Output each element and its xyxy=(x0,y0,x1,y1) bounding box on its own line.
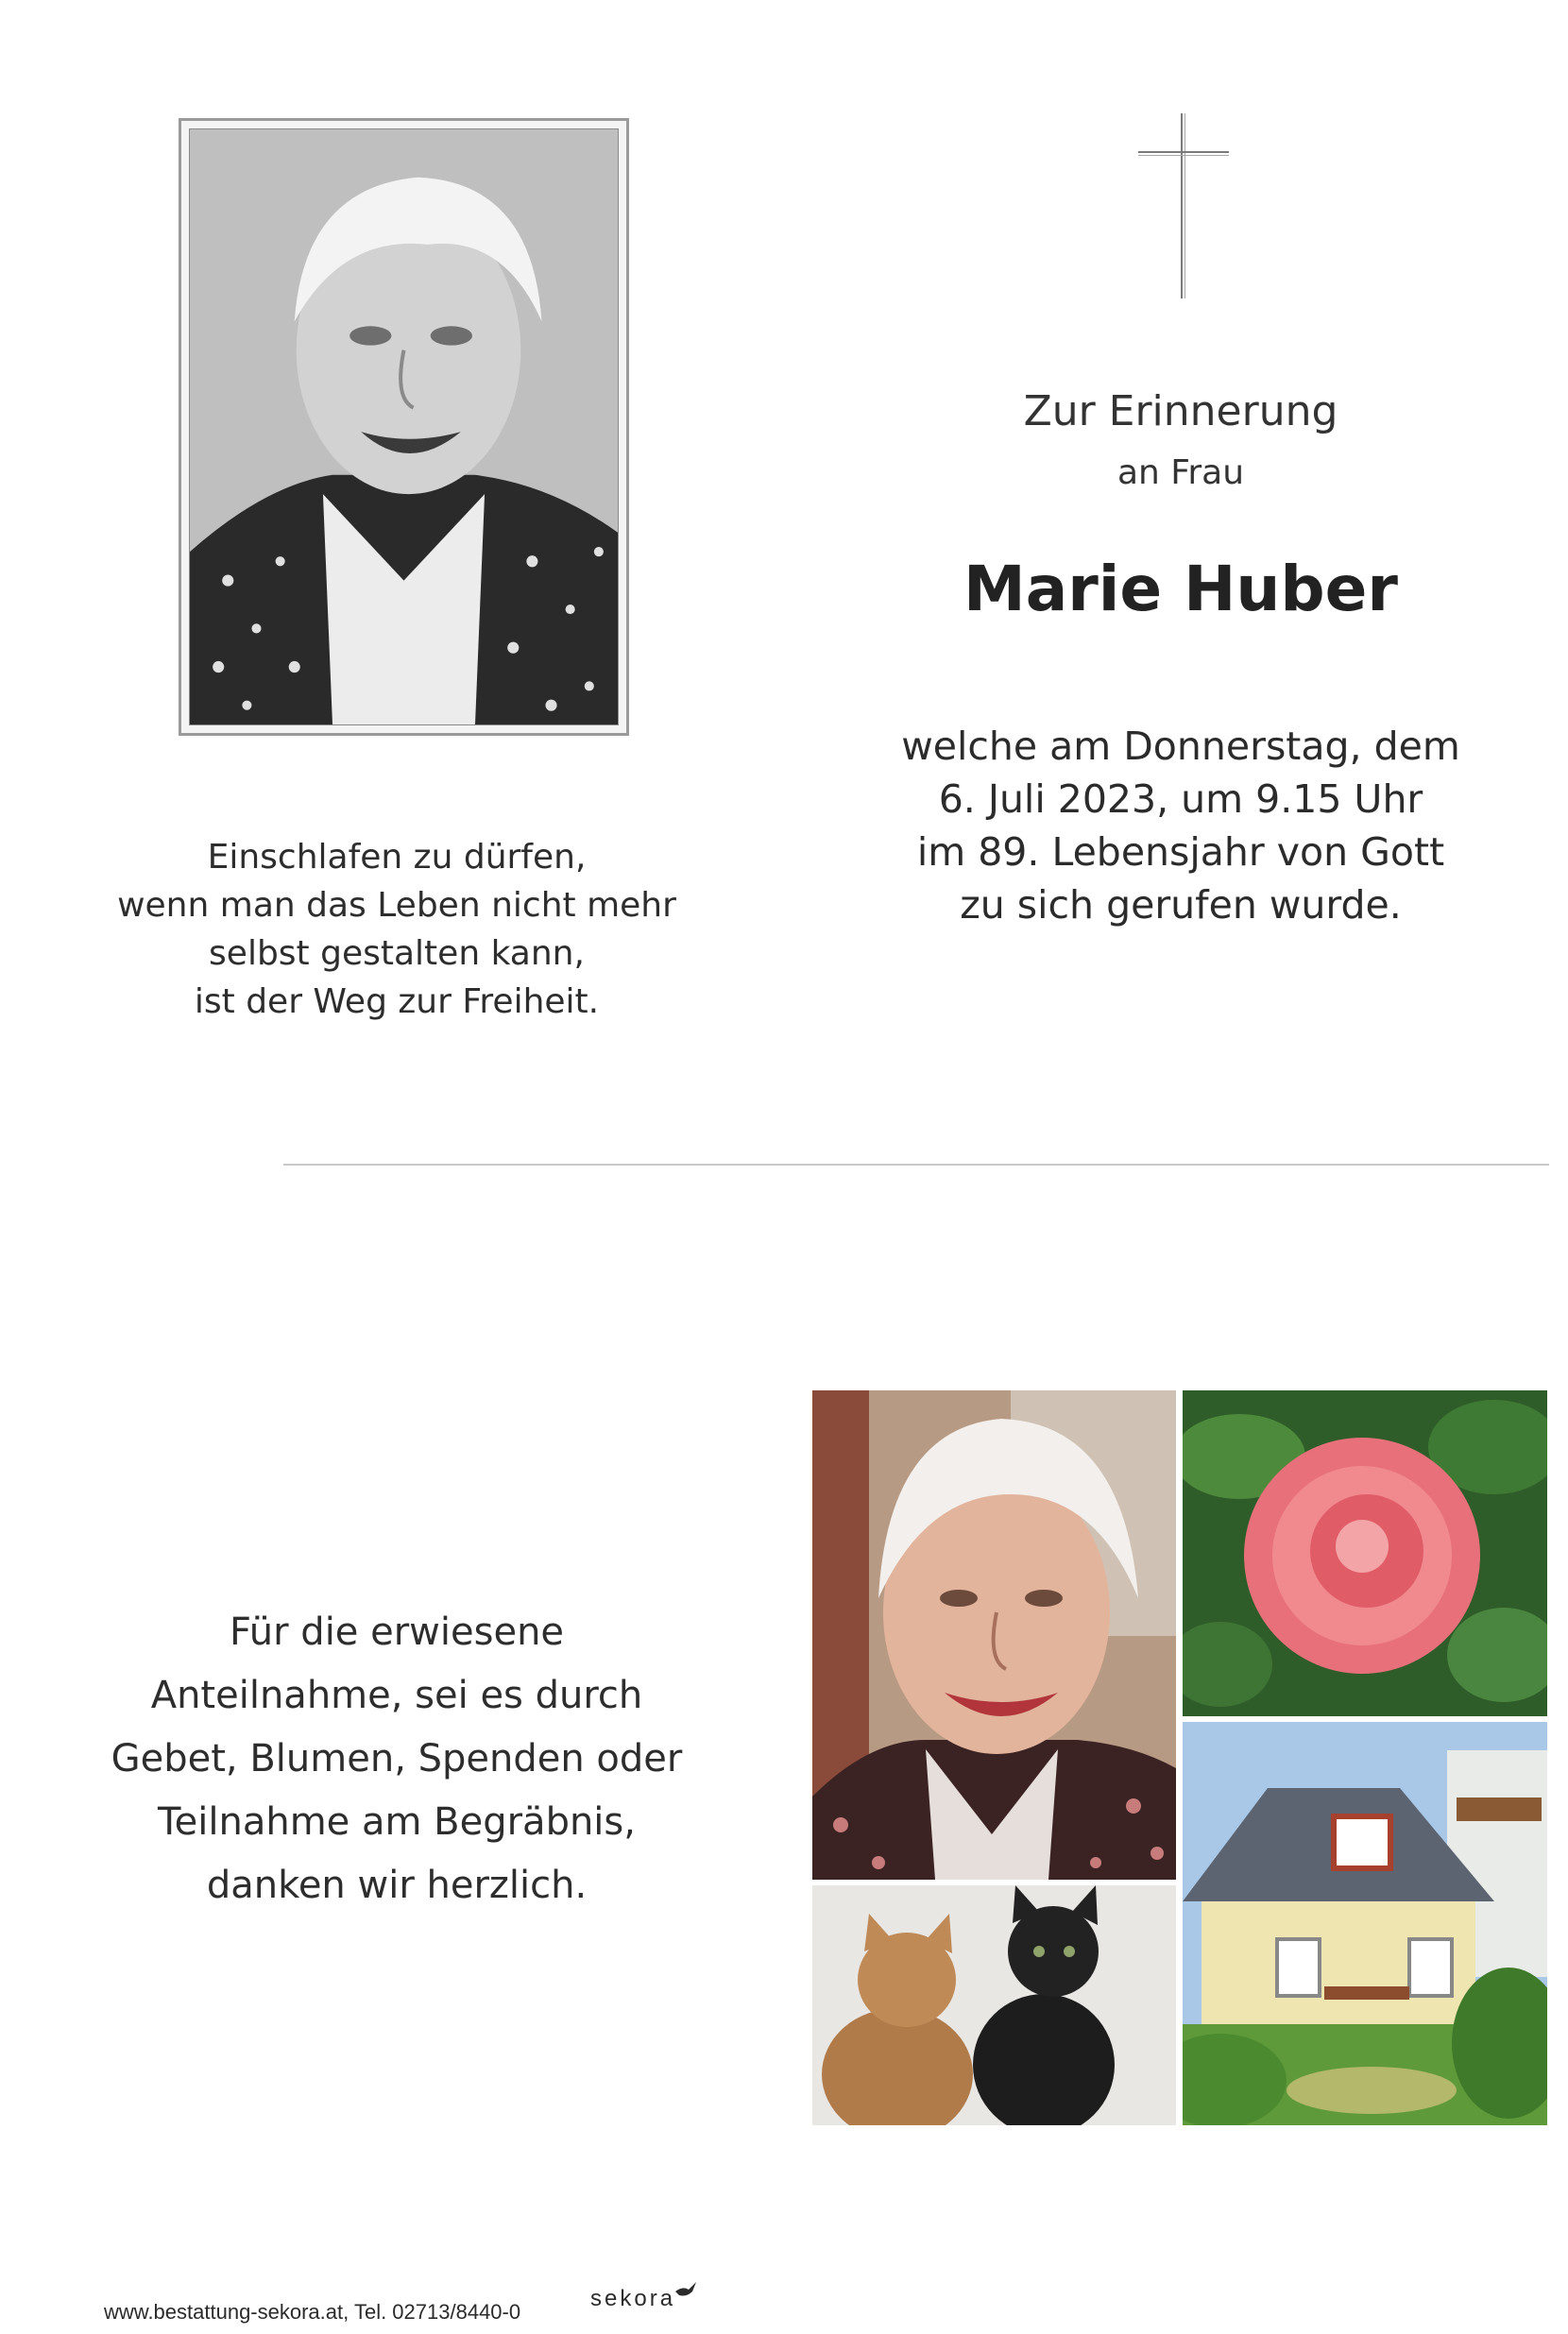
death-notice-line: zu sich gerufen wurde. xyxy=(960,882,1402,928)
quote-text xyxy=(94,833,699,1026)
portrait-frame xyxy=(179,118,629,736)
death-notice-line: im 89. Lebensjahr von Gott xyxy=(916,829,1445,875)
thanks-line: Gebet, Blumen, Spenden oder xyxy=(111,1737,683,1780)
in-memory-heading: Zur Erinnerung xyxy=(1023,387,1338,435)
salutation: an Frau xyxy=(1116,453,1245,492)
sekora-logo xyxy=(590,2286,704,2329)
quote-line: selbst gestalten kann, xyxy=(209,934,585,973)
death-notice-line: welche am Donnerstag, dem xyxy=(901,724,1460,769)
portrait-photo xyxy=(189,128,619,725)
thanks-line: Für die erwiesene xyxy=(229,1610,565,1654)
photo-collage xyxy=(812,1390,1547,2125)
quote-line: Einschlafen zu dürfen, xyxy=(207,838,587,877)
deceased-name: Marie Huber xyxy=(963,553,1398,625)
death-notice xyxy=(888,720,1474,931)
house-photo xyxy=(1183,1722,1547,2125)
footer-contact: www.bestattung-sekora.at, Tel. 02713/8440-0 xyxy=(104,2300,521,2324)
color-portrait-photo xyxy=(812,1390,1176,1880)
quote-line: wenn man das Leben nicht mehr xyxy=(117,886,676,925)
rose-photo xyxy=(1183,1390,1547,1716)
thanks-line: Anteilnahme, sei es durch xyxy=(150,1674,643,1717)
logo-text: sekora xyxy=(590,2286,676,2311)
cross-icon xyxy=(1138,113,1229,298)
quote-line: ist der Weg zur Freiheit. xyxy=(194,982,600,1021)
bird-icon xyxy=(675,2282,698,2301)
fold-line xyxy=(283,1164,1549,1166)
thanks-line: Teilnahme am Begräbnis, xyxy=(158,1800,636,1844)
thanks-line: danken wir herzlich. xyxy=(206,1864,588,1907)
death-notice-line: 6. Juli 2023, um 9.15 Uhr xyxy=(938,776,1423,822)
cats-photo xyxy=(812,1885,1176,2125)
thanks-text xyxy=(94,1601,699,1917)
